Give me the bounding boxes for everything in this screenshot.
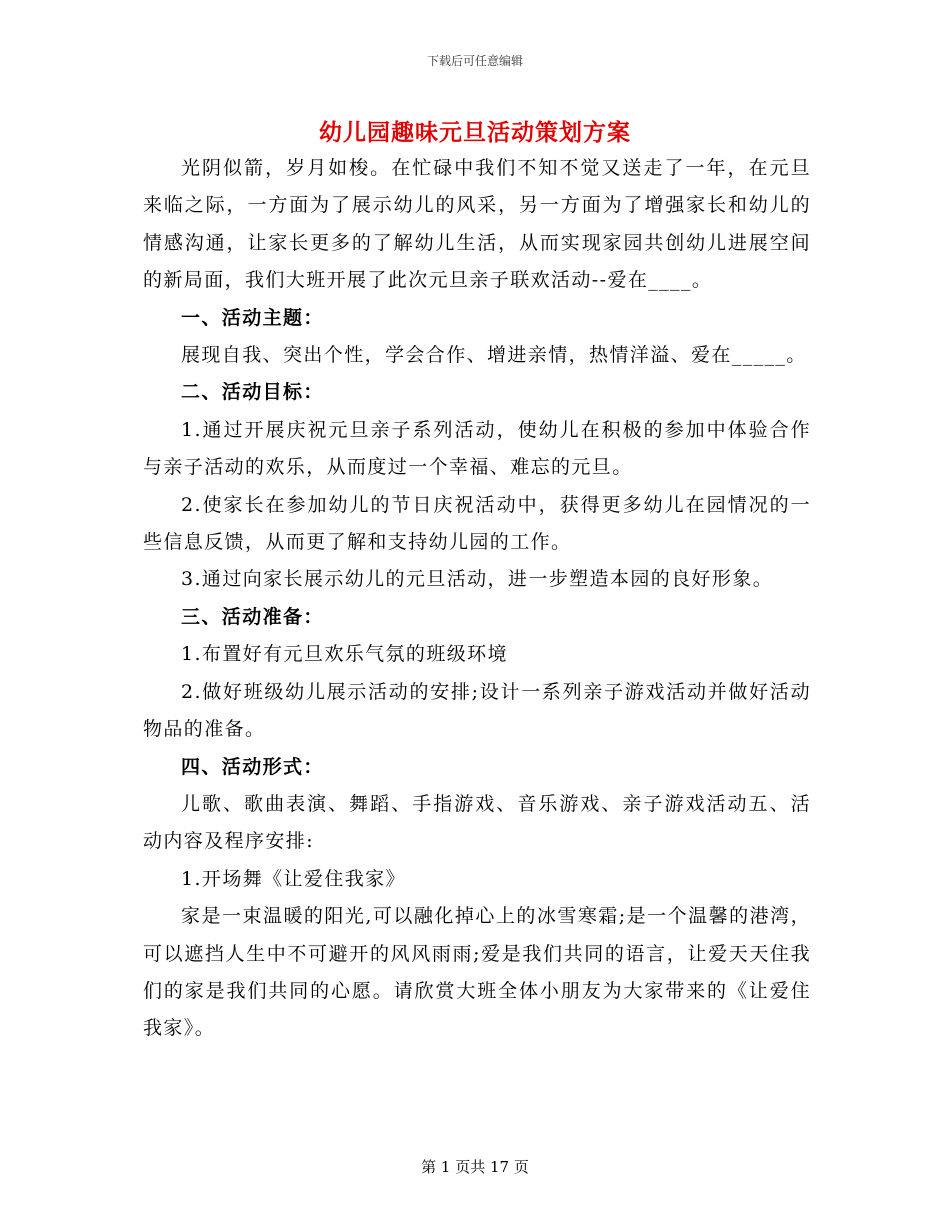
section-heading-form: 四、活动形式： <box>181 755 324 778</box>
form-paragraph: 儿歌、歌曲表演、舞蹈、手指游戏、音乐游戏、亲子游戏活动五、活动内容及程序安排: <box>143 792 811 853</box>
header-note: 下载后可任意编辑 <box>426 54 523 68</box>
section-heading-theme: 一、活动主题： <box>181 306 324 329</box>
program-item-1: 1.开场舞《让爱住我家》 <box>181 867 406 890</box>
document-body <box>143 150 811 1048</box>
theme-paragraph: 展现自我、突出个性，学会合作、增进亲情，热情洋溢、爱在_____。 <box>181 344 807 367</box>
section-heading-goals: 二、活动目标： <box>181 381 324 404</box>
goal-item-2: 2.使家长在参加幼儿的节日庆祝活动中，获得更多幼儿在园情况的一些信息反馈，从而更了解和支持幼儿园的工作。 <box>143 493 811 554</box>
document-title: 幼儿园趣味元旦活动策划方案 <box>319 119 631 146</box>
prep-item-1: 1.布置好有元旦欢乐气氛的班级环境 <box>181 643 508 666</box>
program-item-1-text: 家是一束温暖的阳光,可以融化掉心上的冰雪寒霜;是一个温馨的港湾，可以遮挡人生中不可避开的风风雨雨;爱是我们共同的语言，让爱天天住我们的家是我们共同的心愿。请欣赏大班全体小朋友为大家带来的《让爱住我家》。 <box>143 905 811 1040</box>
goal-item-3: 3.通过向家长展示幼儿的元旦活动，进一步塑造本园的良好形象。 <box>181 568 774 591</box>
section-heading-prep: 三、活动准备： <box>181 605 324 628</box>
page-footer: 第 1 页共 17 页 <box>421 1158 529 1176</box>
prep-item-2: 2.做好班级幼儿展示活动的安排;设计一系列亲子游戏活动并做好活动物品的准备。 <box>143 680 811 741</box>
intro-paragraph: 光阴似箭，岁月如梭。在忙碌中我们不知不觉又送走了一年，在元旦来临之际，一方面为了展示幼儿的风采，另一方面为了增强家长和幼儿的情感沟通，让家长更多的了解幼儿生活，从而实现家园共创幼儿进展空间的新局面，我们大班开展了此次元旦亲子联欢活动--爱在____。 <box>143 157 811 292</box>
goal-item-1: 1.通过开展庆祝元旦亲子系列活动，使幼儿在积极的参加中体验合作与亲子活动的欢乐，从而度过一个幸福、难忘的元旦。 <box>143 418 811 479</box>
